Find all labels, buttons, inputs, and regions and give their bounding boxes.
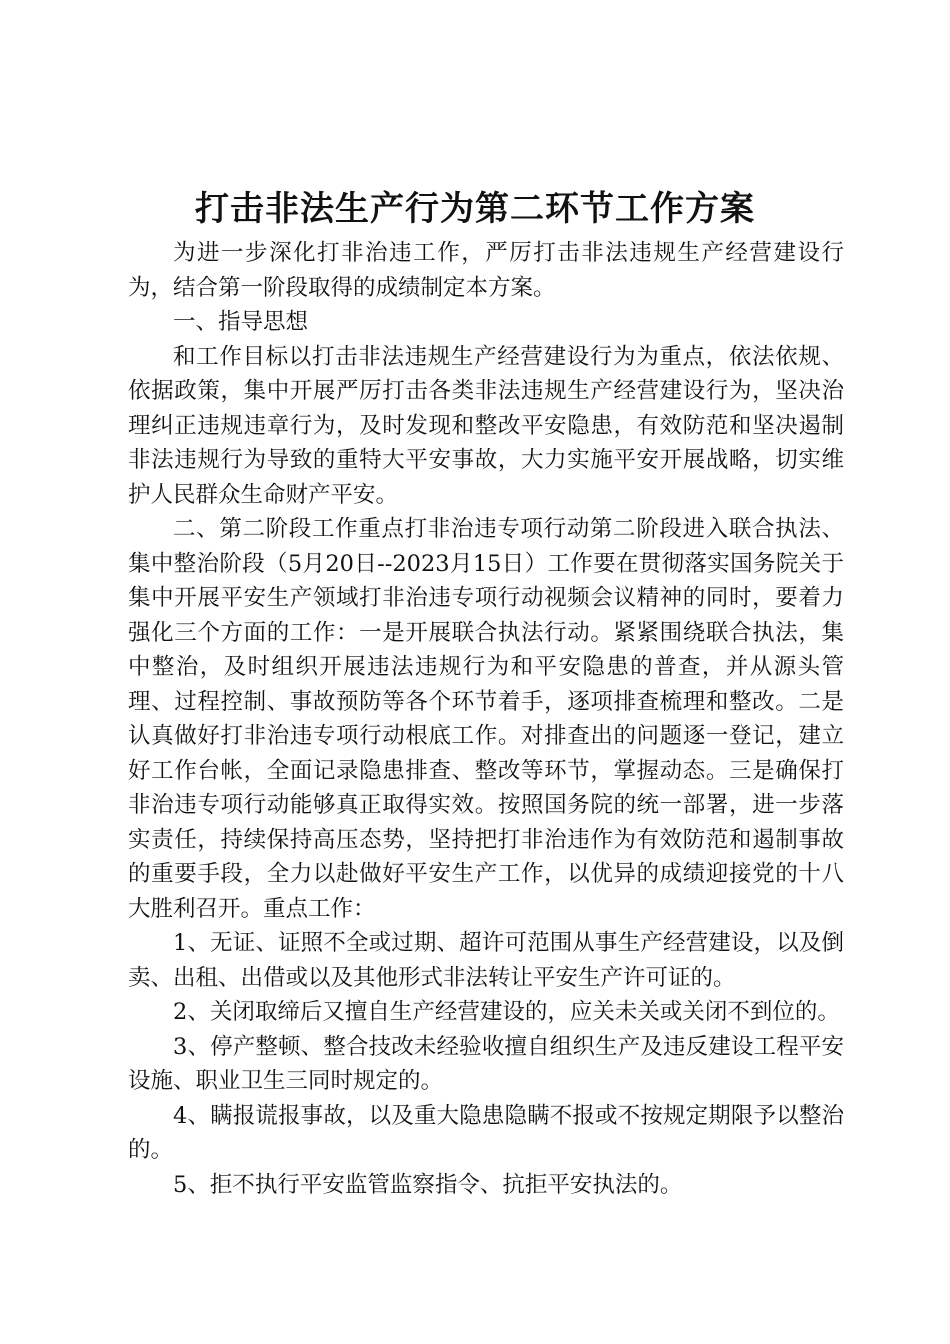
- key-item-1: 1、无证、证照不全或过期、超许可范围从事生产经营建设，以及倒卖、出租、出借或以及其他形式非法转让平安生产许可证的。: [128, 930, 844, 991]
- key-item-4: 4、瞒报谎报事故，以及重大隐患隐瞒不报或不按规定期限予以整治的。: [128, 1102, 844, 1163]
- guiding-thought-paragraph: 和工作目标以打击非法违规生产经营建设行为为重点，依法依规、依据政策，集中开展严厉打击各类非法违规生产经营建设行为，坚决治理纠正违规违章行为，及时发现和整改平安隐患，有效防范和坚决遏制非法违规行为导致的重特大平安事故，大力实施平安开展战略，切实维护人民群众生命财产平安。: [128, 343, 844, 508]
- phase-two-paragraph: 二、第二阶段工作重点打非治违专项行动第二阶段进入联合执法、集中整治阶段（5月20日--2023月15日）工作要在贯彻落实国务院关于集中开展平安生产领域打非治违专项行动视频会议精神的同时，要着力强化三个方面的工作：一是开展联合执法行动。紧紧围绕联合执法，集中整治，及时组织开展违法违规行为和平安隐患的普查，并从源头管理、过程控制、事故预防等各个环节着手，逐项排查梳理和整改。二是认真做好打非治违专项行动根底工作。对排查出的问题逐一登记，建立好工作台帐，全面记录隐患排查、整改等环节，掌握动态。三是确保打非治违专项行动能够真正取得实效。按照国务院的统一部署，进一步落实责任，持续保持高压态势，坚持把打非治违作为有效防范和遏制事故的重要手段，全力以赴做好平安生产工作，以优异的成绩迎接党的十八大胜利召开。重点工作：: [128, 516, 844, 922]
- intro-paragraph: 为进一步深化打非治违工作，严厉打击非法违规生产经营建设行为，结合第一阶段取得的成绩制定本方案。: [128, 240, 844, 301]
- document-body: [128, 236, 844, 1202]
- section-heading-guiding-thought: 一、指导思想: [173, 309, 309, 335]
- key-item-5: 5、拒不执行平安监管监察指令、抗拒平安执法的。: [173, 1171, 683, 1198]
- document-title: 打击非法生产行为第二环节工作方案: [195, 189, 755, 229]
- key-item-2: 2、关闭取缔后又擅自生产经营建设的，应关未关或关闭不到位的。: [173, 999, 840, 1025]
- key-item-3: 3、停产整顿、整合技改未经验收擅自组织生产及违反建设工程平安设施、职业卫生三同时规定的。: [128, 1033, 844, 1094]
